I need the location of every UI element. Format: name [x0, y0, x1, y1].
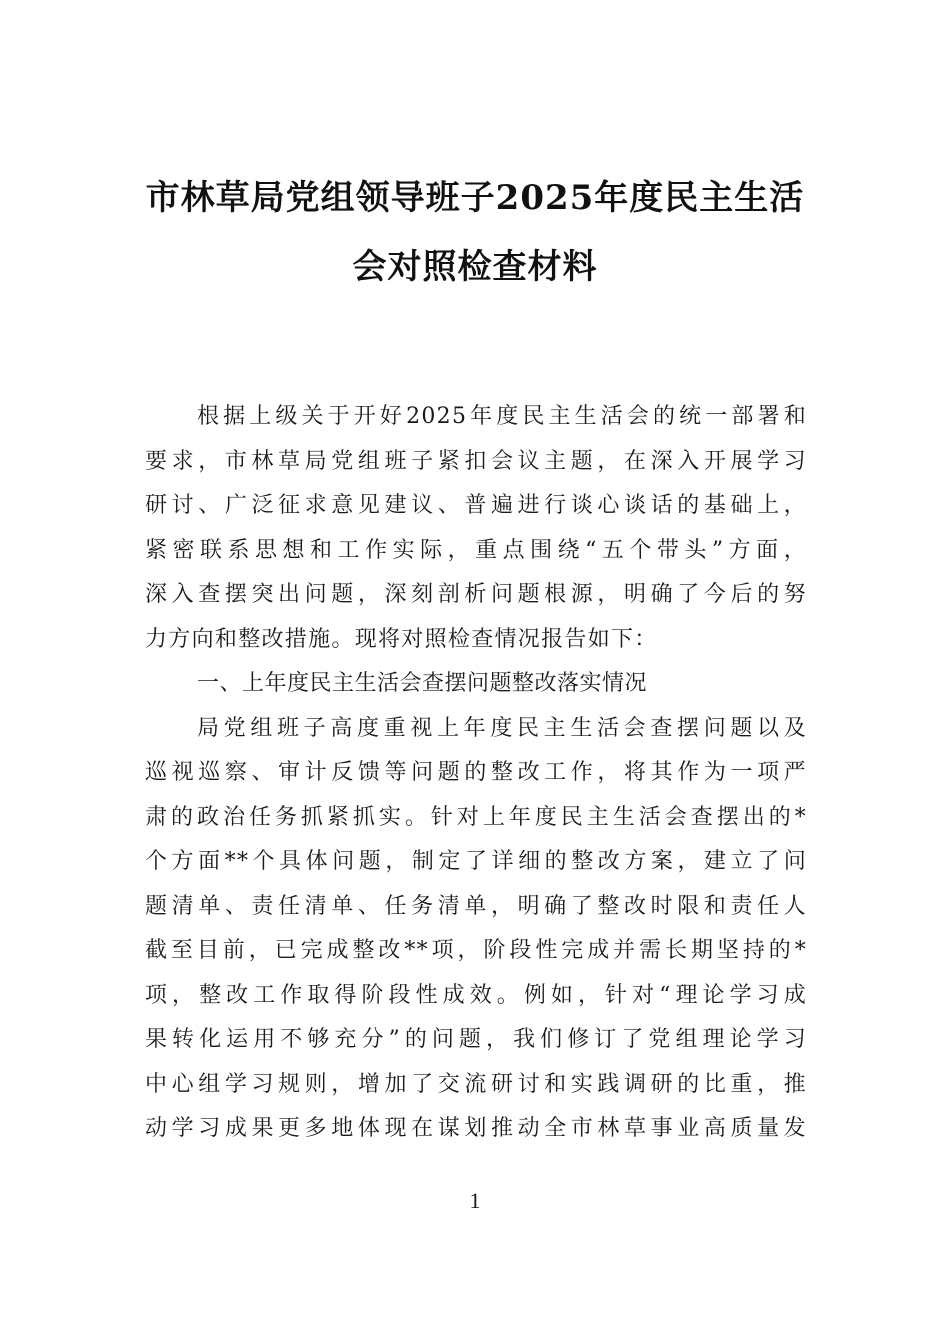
section-1-line: 项，整改工作取得阶段性成效。例如，针对“理论学习成 — [145, 982, 807, 1008]
document-body — [145, 395, 807, 1152]
section-1-line: 截至目前，已完成整改**项，阶段性完成并需长期坚持的* — [145, 938, 807, 963]
intro-line: 研讨、广泛征求意见建议、普遍进行谈心谈话的基础上， — [145, 493, 807, 518]
section-1-line: 巡视巡察、审计反馈等问题的整改工作，将其作为一项严 — [145, 760, 807, 785]
section-1-line: 个方面**个具体问题，制定了详细的整改方案，建立了问 — [145, 849, 807, 874]
page-number: 1 — [469, 1188, 481, 1213]
section-1-line: 肃的政治任务抓紧抓实。针对上年度民主生活会查摆出的* — [145, 804, 807, 830]
intro-line: 深入查摆突出问题，深刻剖析问题根源，明确了今后的努 — [145, 582, 807, 607]
section-1-line: 局党组班子高度重视上年度民主生活会查摆问题以及 — [197, 715, 807, 741]
intro-line: 力方向和整改措施。现将对照检查情况报告如下： — [145, 626, 658, 652]
intro-line: 要求，市林草局党组班子紧扣会议主题，在深入开展学习 — [145, 448, 807, 474]
section-1-heading: 一、上年度民主生活会查摆问题整改落实情况 — [197, 671, 648, 696]
intro-line: 根据上级关于开好2025年度民主生活会的统一部署和 — [197, 404, 807, 429]
section-1-line: 动学习成果更多地体现在谋划推动全市林草事业高质量发 — [145, 1116, 807, 1141]
intro-line: 紧密联系思想和工作实际，重点围绕“五个带头”方面， — [145, 537, 807, 563]
section-1-line: 果转化运用不够充分”的问题，我们修订了党组理论学习 — [145, 1027, 807, 1052]
section-1-line: 中心组学习规则，增加了交流研讨和实践调研的比重，推 — [145, 1071, 807, 1097]
document-title-line-2: 会对照检查材料 — [352, 247, 598, 287]
document-title-line-1: 市林草局党组领导班子2025年度民主生活 — [145, 178, 805, 218]
section-1-line: 题清单、责任清单、任务清单，明确了整改时限和责任人 — [145, 893, 807, 919]
